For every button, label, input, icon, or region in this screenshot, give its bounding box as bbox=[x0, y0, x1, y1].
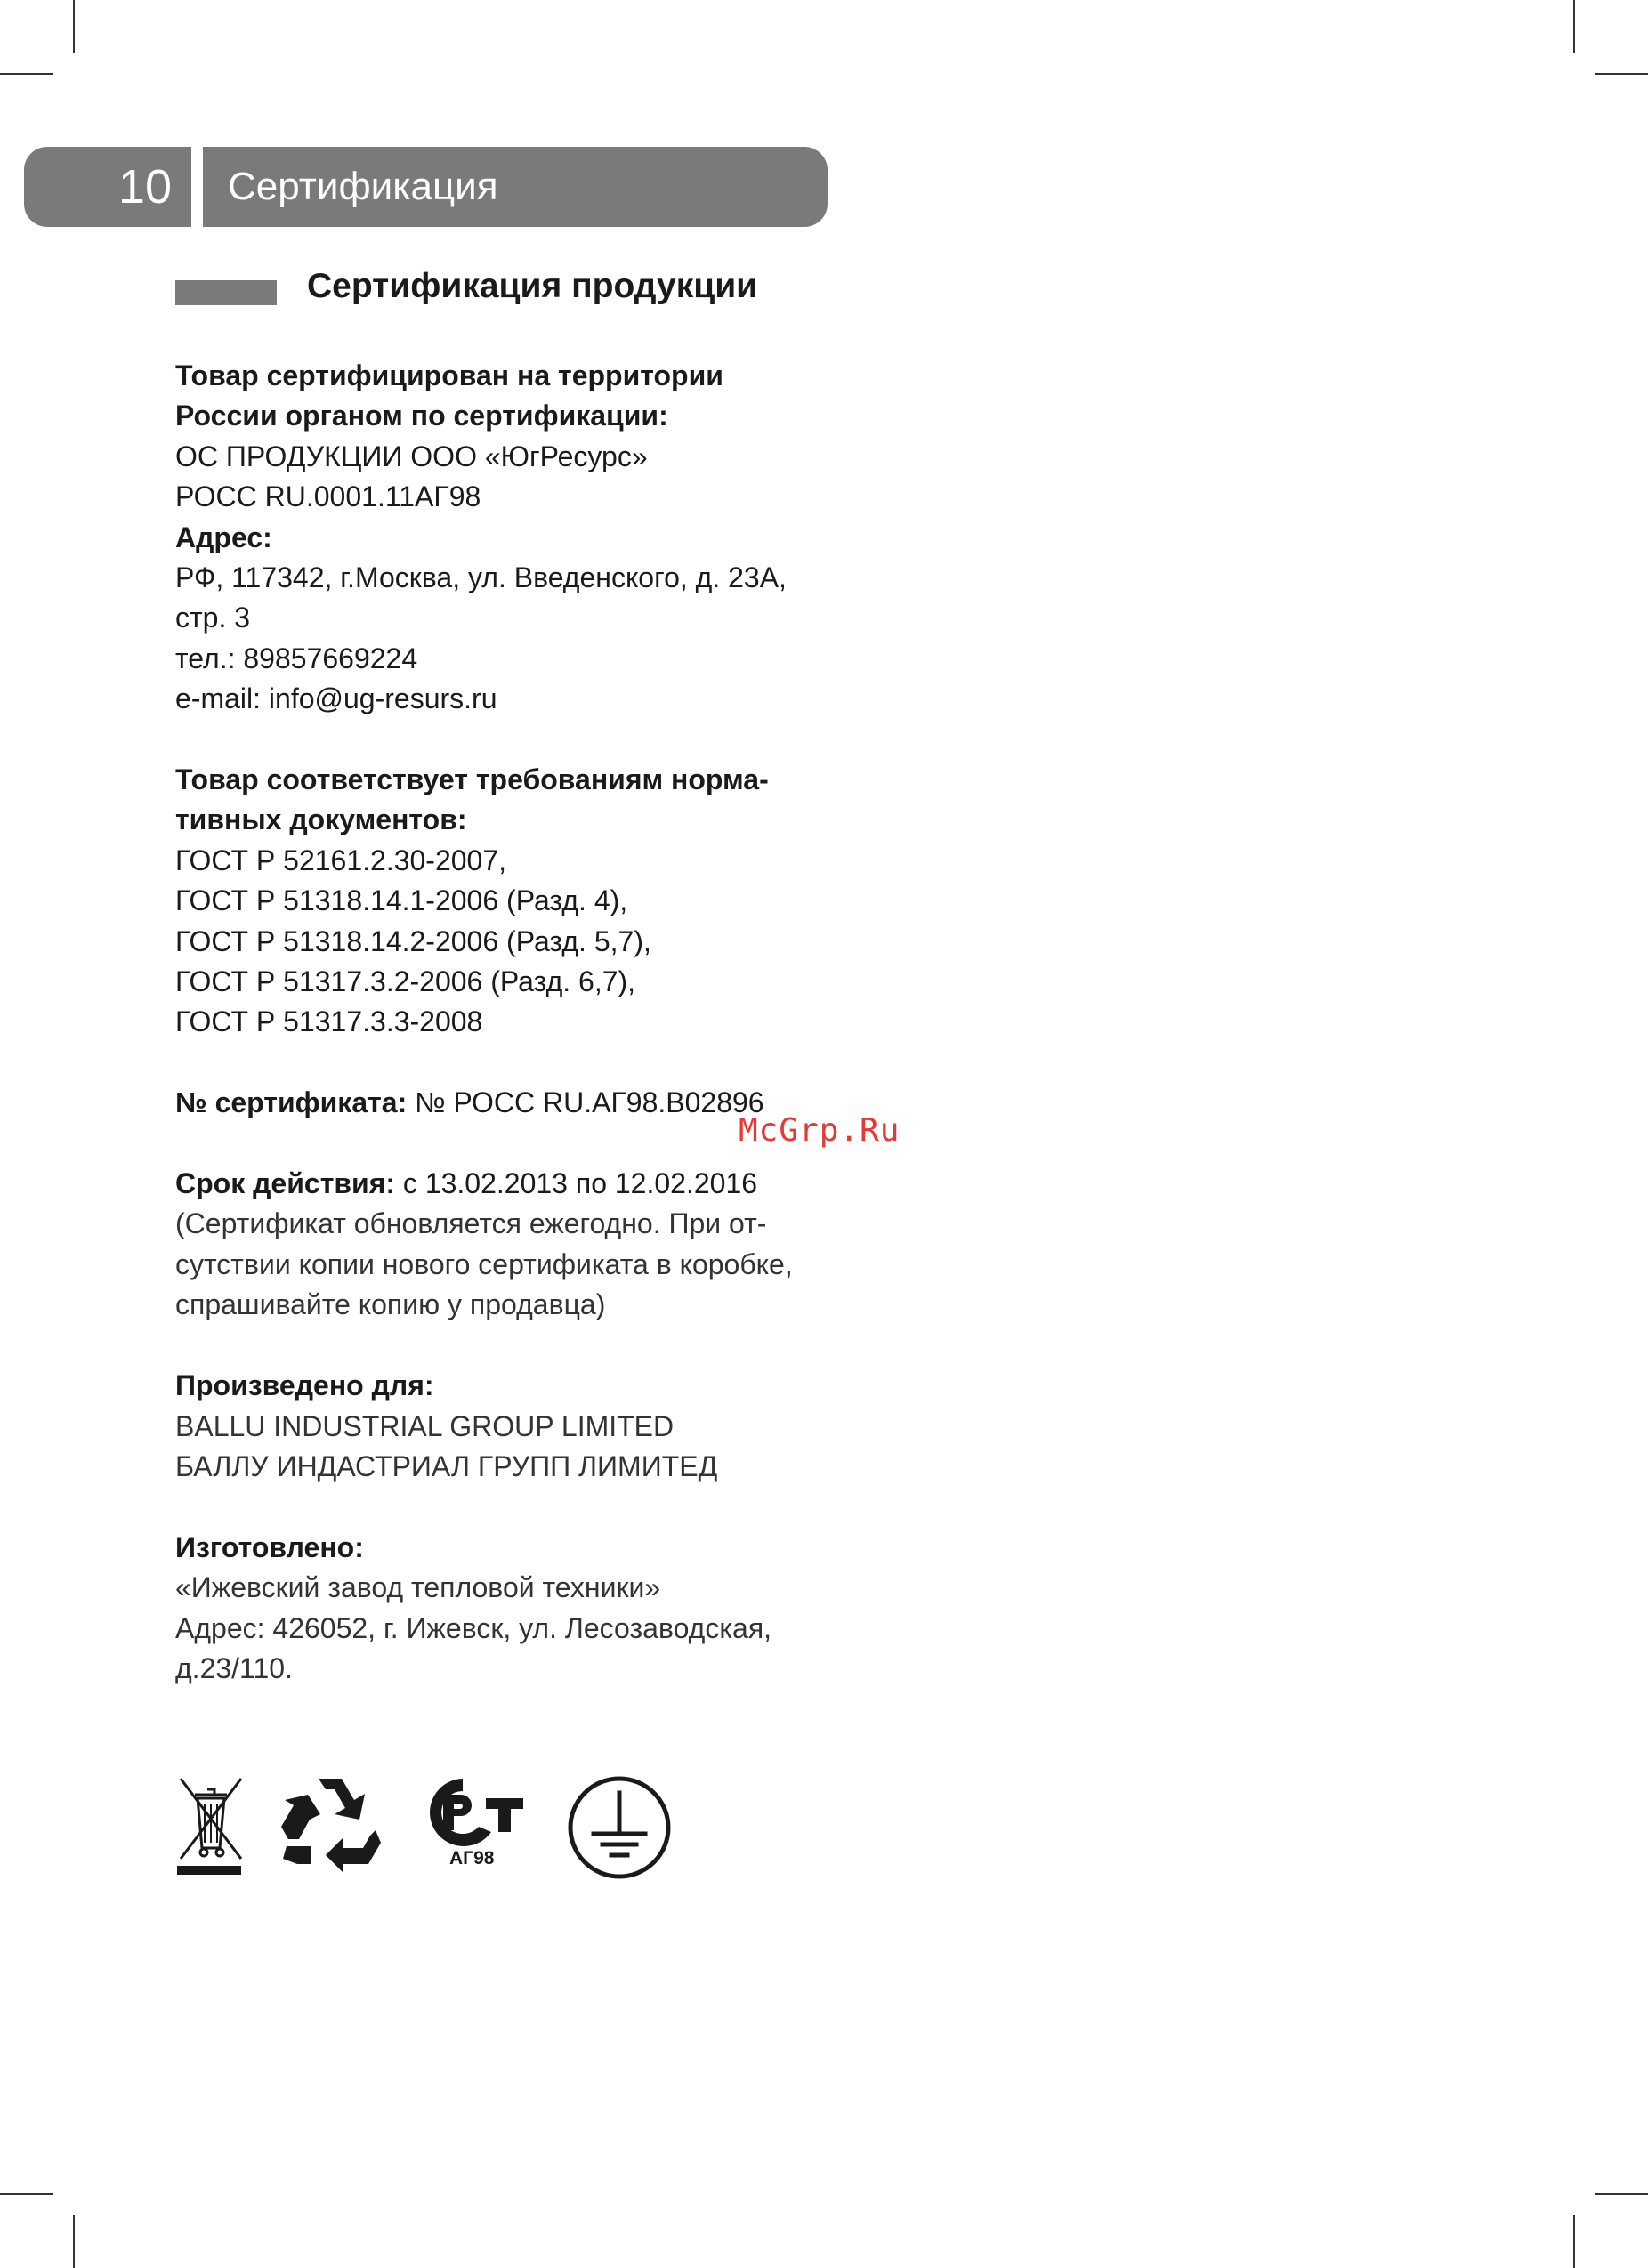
cert-number: № сертификата: № РОСС RU.АГ98.В02896 bbox=[175, 1086, 764, 1119]
header-divider bbox=[191, 147, 203, 227]
conformity-heading: тивных документов: bbox=[175, 803, 467, 836]
produced-for-label: Произведено для: bbox=[175, 1369, 434, 1402]
address-line: РФ, 117342, г.Москва, ул. Введенского, д. 23А, bbox=[175, 561, 787, 594]
manufacturer-name: «Ижевский завод тепловой техники» bbox=[175, 1571, 661, 1604]
certified-heading: Товар сертифицирован на территории bbox=[175, 359, 723, 391]
page-title: Сертификация bbox=[228, 165, 498, 208]
standard-item: ГОСТ Р 51317.3.2-2006 (Разд. 6,7), bbox=[175, 965, 636, 998]
crop-mark bbox=[0, 73, 53, 75]
watermark: McGrp.Ru bbox=[739, 1112, 901, 1149]
email: e-mail: info@ug-resurs.ru bbox=[175, 682, 497, 715]
ground-icon bbox=[567, 1775, 672, 1880]
validity-note: спрашивайте копию у продавца) bbox=[175, 1288, 606, 1321]
validity: Срок действия: с 13.02.2013 по 12.02.2016 bbox=[175, 1167, 758, 1200]
manufacturer-address: Адрес: 426052, г. Ижевск, ул. Лесозаводская, bbox=[175, 1611, 772, 1644]
standard-item: ГОСТ Р 51318.14.2-2006 (Разд. 5,7), bbox=[175, 924, 651, 957]
page-number: 10 bbox=[117, 160, 172, 214]
recycle-icon bbox=[278, 1775, 383, 1875]
crop-mark bbox=[1595, 2193, 1648, 2195]
standard-item: ГОСТ Р 51317.3.3-2008 bbox=[175, 1005, 483, 1038]
crop-mark bbox=[1573, 2215, 1575, 2268]
standard-item: ГОСТ Р 52161.2.30-2007, bbox=[175, 843, 507, 876]
cert-body-name: ОС ПРОДУКЦИИ ООО «ЮгРесурс» bbox=[175, 440, 648, 472]
produced-for-line: БАЛЛУ ИНДАСТРИАЛ ГРУПП ЛИМИТЕД bbox=[175, 1449, 718, 1482]
manufactured-label: Изготовлено: bbox=[175, 1530, 364, 1563]
validity-note: сутствии копии нового сертификата в коробке, bbox=[175, 1247, 793, 1280]
crop-mark bbox=[73, 2215, 75, 2268]
pct-mark-icon bbox=[427, 1777, 525, 1850]
crop-mark bbox=[0, 2193, 53, 2195]
address-line: стр. 3 bbox=[175, 601, 251, 634]
cert-body-reg: РОСС RU.0001.11АГ98 bbox=[175, 480, 481, 513]
section-marker bbox=[175, 280, 277, 305]
crop-mark bbox=[1573, 0, 1575, 53]
section-title: Сертификация продукции bbox=[307, 267, 758, 305]
manufacturer-address: д.23/110. bbox=[175, 1651, 293, 1684]
crop-mark bbox=[1595, 73, 1648, 75]
address-label: Адрес: bbox=[175, 521, 272, 553]
certification-text bbox=[175, 356, 807, 1689]
produced-for-line: BALLU INDUSTRIAL GROUP LIMITED bbox=[175, 1409, 675, 1442]
certified-heading: России органом по сертификации: bbox=[175, 400, 668, 432]
crop-mark bbox=[73, 0, 75, 53]
standard-item: ГОСТ Р 51318.14.1-2006 (Разд. 4), bbox=[175, 884, 628, 917]
pct-code: АГ98 bbox=[449, 1848, 495, 1868]
conformity-heading: Товар соответствует требованиям норма- bbox=[175, 763, 769, 796]
validity-note: (Сертификат обновляется ежегодно. При от- bbox=[175, 1207, 767, 1240]
phone: тел.: 89857669224 bbox=[175, 642, 418, 674]
crossed-bin-icon bbox=[175, 1775, 246, 1877]
